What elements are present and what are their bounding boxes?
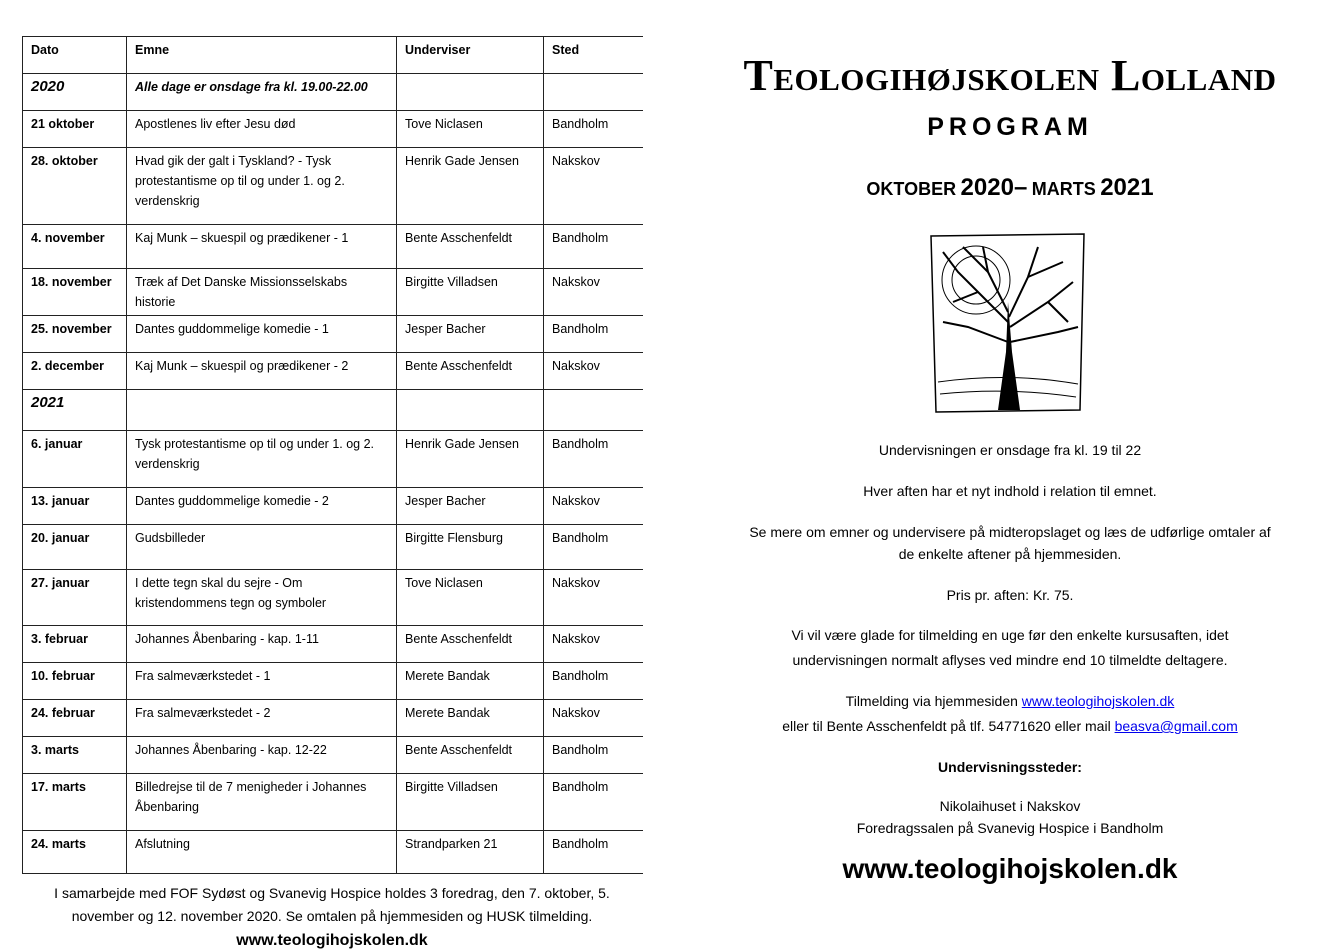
table-row [23, 831, 643, 874]
cell-topic: Træk af Det Danske Missionsselskabs historie [127, 269, 397, 316]
page-title: Teologihøjskolen Lolland [743, 51, 1277, 100]
cell-place: Bandholm [544, 737, 643, 774]
cell-date: 21 oktober [23, 111, 127, 148]
cell-date: 24. marts [23, 831, 127, 874]
footer-url: www.teologihojskolen.dk [236, 932, 428, 949]
cell-place: Bandholm [544, 774, 643, 831]
cell-place: Nakskov [544, 570, 643, 626]
cell-teacher: Henrik Gade Jensen [397, 431, 544, 488]
cell-teacher: Bente Asschenfeldt [397, 626, 544, 663]
cell-teacher: Bente Asschenfeldt [397, 353, 544, 390]
period-dash: – [1013, 174, 1028, 201]
cell-date: 28. oktober [23, 148, 127, 225]
cell-topic: Dantes guddommelige komedie - 1 [127, 316, 397, 353]
cell-date: 17. marts [23, 774, 127, 831]
venue-2: Foredragssalen på Svanevig Hospice i Bandholm [856, 820, 1164, 836]
cell-topic: Johannes Åbenbaring - kap. 1-11 [127, 626, 397, 663]
cell-date: 25. november [23, 316, 127, 353]
info-more: Se mere om emner og undervisere på midteropslaget og læs de udførlige omtaler af de enkelte aftener på hjemmesiden. [749, 524, 1271, 562]
table-row [23, 525, 643, 570]
cell-date: 18. november [23, 269, 127, 316]
table-row [23, 431, 643, 488]
cell-teacher: Jesper Bacher [397, 316, 544, 353]
table-row [23, 626, 643, 663]
header-sted: Sted [544, 37, 643, 74]
info-price: Pris pr. aften: Kr. 75. [946, 587, 1074, 603]
cell-date: 13. januar [23, 488, 127, 525]
cell-place: Nakskov [544, 700, 643, 737]
cell-teacher: Birgitte Flensburg [397, 525, 544, 570]
cell-date: 27. januar [23, 570, 127, 626]
cell-topic: Tysk protestantisme op til og under 1. og 2. verdenskrig [127, 431, 397, 488]
table-row [23, 663, 643, 700]
signup-line [700, 689, 1320, 713]
cell-date: 4. november [23, 225, 127, 269]
venues-heading: Undervisningssteder: [938, 759, 1082, 775]
cell-topic: Afslutning [127, 831, 397, 874]
period-month-end: MARTS [1031, 179, 1096, 199]
cell-place: Bandholm [544, 431, 643, 488]
venue-1: Nikolaihuset i Nakskov [939, 798, 1081, 814]
signup-text: Tilmelding via hjemmesiden [845, 693, 1022, 709]
cell-place: Nakskov [544, 269, 643, 316]
year-row-2021 [23, 390, 643, 431]
cell-topic: Johannes Åbenbaring - kap. 12-22 [127, 737, 397, 774]
cell-place: Bandholm [544, 225, 643, 269]
cover-url: www.teologihojskolen.dk [842, 853, 1178, 884]
period-year-end: 2021 [1100, 174, 1154, 201]
cell-teacher: Strandparken 21 [397, 831, 544, 874]
cell-teacher: Jesper Bacher [397, 488, 544, 525]
table-row [23, 774, 643, 831]
cell-topic: Hvad gik der galt i Tyskland? - Tysk protestantisme op til og under 1. og 2. verdenskrig [127, 148, 397, 225]
year-row-2020 [23, 74, 643, 111]
cell-place: Bandholm [544, 316, 643, 353]
table-header-row [23, 37, 643, 74]
cell-teacher: Birgitte Villadsen [397, 774, 544, 831]
tree-illustration [928, 232, 1088, 414]
header-underviser: Underviser [397, 37, 544, 74]
table-row [23, 148, 643, 225]
cell-place: Nakskov [544, 626, 643, 663]
cell-teacher: Bente Asschenfeldt [397, 737, 544, 774]
schedule-table [22, 36, 643, 874]
info-signup-note: Vi vil være glade for tilmelding en uge før den enkelte kursusaften, idet undervisningen normalt aflyses ved mindre end 10 tilmeldte deltagere. [791, 627, 1229, 668]
cell-date: 20. januar [23, 525, 127, 570]
table-row [23, 488, 643, 525]
cell-date: 6. januar [23, 431, 127, 488]
cell-teacher: Tove Niclasen [397, 111, 544, 148]
email-link[interactable]: beasva@gmail.com [1114, 718, 1238, 734]
info-schedule: Undervisningen er onsdage fra kl. 19 til 22 [878, 442, 1142, 458]
cell-topic: Billedrejse til de 7 menigheder i Johannes Åbenbaring [127, 774, 397, 831]
contact-line [700, 714, 1320, 738]
table-row [23, 700, 643, 737]
year-label: 2020 [23, 74, 127, 111]
year-note: Alle dage er onsdage fra kl. 19.00-22.00 [127, 74, 397, 111]
cell-place: Nakskov [544, 353, 643, 390]
program-heading: PROGRAM [927, 113, 1093, 141]
table-row [23, 570, 643, 626]
table-row [23, 353, 643, 390]
cell-place: Bandholm [544, 663, 643, 700]
table-row [23, 225, 643, 269]
cell-date: 3. marts [23, 737, 127, 774]
cell-date: 10. februar [23, 663, 127, 700]
cell-topic: Kaj Munk – skuespil og prædikener - 2 [127, 353, 397, 390]
year-label: 2021 [23, 390, 127, 431]
cell-place: Nakskov [544, 148, 643, 225]
cell-date: 24. februar [23, 700, 127, 737]
period-month-start: OKTOBER [866, 179, 957, 199]
cell-date: 2. december [23, 353, 127, 390]
info-content: Hver aften har et nyt indhold i relation til emnet. [863, 483, 1157, 499]
cell-teacher: Bente Asschenfeldt [397, 225, 544, 269]
cell-teacher: Henrik Gade Jensen [397, 148, 544, 225]
table-row [23, 737, 643, 774]
table-row [23, 316, 643, 353]
cell-topic: Apostlenes liv efter Jesu død [127, 111, 397, 148]
cell-topic: Kaj Munk – skuespil og prædikener - 1 [127, 225, 397, 269]
cell-place: Bandholm [544, 111, 643, 148]
header-dato: Dato [23, 37, 127, 74]
cell-place: Nakskov [544, 488, 643, 525]
cell-teacher: Birgitte Villadsen [397, 269, 544, 316]
cell-teacher: Tove Niclasen [397, 570, 544, 626]
cell-date: 3. februar [23, 626, 127, 663]
cell-place: Bandholm [544, 525, 643, 570]
cell-place: Bandholm [544, 831, 643, 874]
header-emne: Emne [127, 37, 397, 74]
cell-topic: Fra salmeværkstedet - 2 [127, 700, 397, 737]
cell-topic: Gudsbilleder [127, 525, 397, 570]
cell-topic: Dantes guddommelige komedie - 2 [127, 488, 397, 525]
period-year-start: 2020 [960, 174, 1014, 201]
website-link[interactable]: www.teologihojskolen.dk [1021, 693, 1175, 709]
cell-teacher: Merete Bandak [397, 700, 544, 737]
table-row [23, 111, 643, 148]
period [700, 174, 1320, 202]
cell-topic: I dette tegn skal du sejre - Om kristendommens tegn og symboler [127, 570, 397, 626]
footer-note: I samarbejde med FOF Sydøst og Svanevig Hospice holdes 3 foredrag, den 7. oktober, 5. november og 12. november 2020. Se omtalen på hjemmesiden og HUSK tilmelding. [54, 885, 610, 924]
cell-teacher: Merete Bandak [397, 663, 544, 700]
cell-topic: Fra salmeværkstedet - 1 [127, 663, 397, 700]
contact-text: eller til Bente Asschenfeldt på tlf. 54771620 eller mail [782, 718, 1115, 734]
table-row [23, 269, 643, 316]
